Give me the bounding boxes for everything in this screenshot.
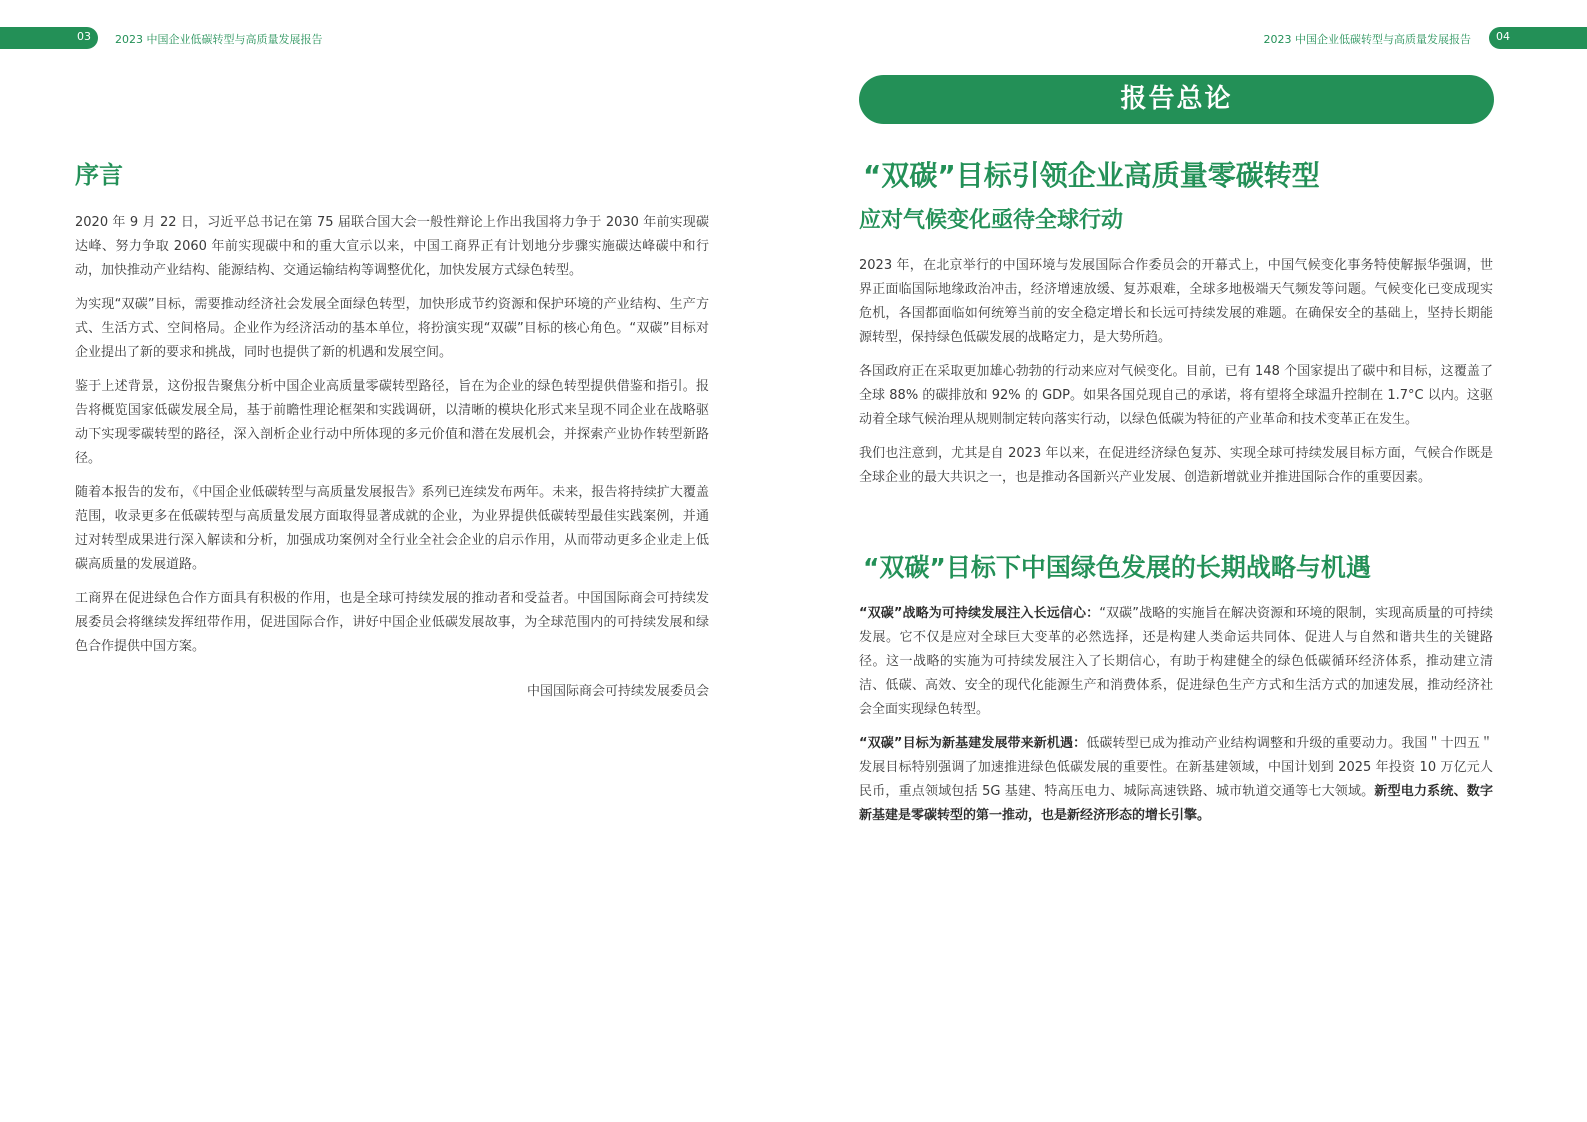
page-number-tab-right (1489, 27, 1587, 49)
preface-paragraph: 鉴于上述背景，这份报告聚焦分析中国企业高质量零碳转型路径，旨在为企业的绿色转型提供借鉴和指引。报告将概览国家低碳发展全局，基于前瞻性理论框架和实践调研，以清晰的模块化形式来呈现不同企业在战略驱动下实现零碳转型的路径，深入剖析企业行动中所体现的多元价值和潜在发展机会，并探索产业协作转型新路径。 (75, 379, 709, 466)
preface-paragraph: 随着本报告的发布，《中国企业低碳转型与高质量发展报告》系列已连续发布两年。未来，报告将持续扩大覆盖范围，收录更多在低碳转型与高质量发展方面取得显著成就的企业，为业界提供低碳转型最佳实践案例，并通过对转型成果进行深入解读和分析，加强成功案例对全行业全社会企业的启示作用，从而带动更多企业走上低碳高质量的发展道路。 (75, 485, 709, 572)
preface-section (75, 160, 709, 669)
preface-paragraph: 工商界在促进绿色合作方面具有积极的作用，也是全球可持续发展的推动者和受益者。中国国际商会可持续发展委员会将继续发挥纽带作用，促进国际合作，讲好中国企业低碳发展故事，为全球范围内的可持续发展和绿色合作提供中国方案。 (75, 591, 709, 654)
preface-paragraph: 2020 年 9 月 22 日，习近平总书记在第 75 届联合国大会一般性辩论上作出我国将力争于 2030 年前实现碳达峰、努力争取 2060 年前实现碳中和的重大宣示以来，中国工商界正有计划地分步骤实施碳达峰碳中和行动，加快推动产业结构、能源结构、交通运输结构等调整优化，加快发展方式绿色转型。 (75, 215, 709, 278)
paragraph-lead: “双碳”目标为新基建发展带来新机遇： (859, 736, 1087, 751)
section-1-subtitle: 应对气候变化亟待全球行动 (859, 208, 1124, 233)
section-1-paragraph: 我们也注意到，尤其是自 2023 年以来，在促进经济绿色复苏、实现全球可持续发展目标方面，气候合作既是全球企业的最大共识之一，也是推动各国新兴产业发展、创造新增就业并推进国际合作的重要因素。 (859, 446, 1493, 485)
page-number-right: 04 (1496, 30, 1510, 43)
paragraph-lead: “双碳”战略为可持续发展注入长远信心： (859, 606, 1100, 621)
paragraph-text: 低碳转型已成为推动产业结构调整和升级的重要动力。我国＂十四五＂发展目标特别强调了加速推进绿色低碳发展的重要性。在新基建领域，中国计划到 2025 年投资 10 万亿元人民币，重点领域包括 5G 基建、特高压电力、城际高速铁路、城市轨道交通等七大领域。 (859, 736, 1493, 799)
section-2-title: “双碳”目标下中国绿色发展的长期战略与机遇 (863, 553, 1371, 582)
preface-signature: 中国国际商会可持续发展委员会 (526, 684, 709, 699)
report-summary-banner: 报告总论 (859, 75, 1494, 124)
section-2-paragraph (859, 732, 1493, 828)
page-number-tab-left (0, 27, 98, 49)
section-2-paragraph (859, 602, 1493, 722)
page-number-left: 03 (77, 30, 91, 43)
running-title-right: 2023 中国企业低碳转型与高质量发展报告 (1263, 33, 1471, 46)
section-2 (859, 550, 1493, 838)
section-1 (859, 158, 1493, 500)
section-1-title: “双碳”目标引领企业高质量零碳转型 (863, 159, 1320, 192)
preface-paragraph: 为实现“双碳”目标，需要推动经济社会发展全面绿色转型，加快形成节约资源和保护环境的产业结构、生产方式、生活方式、空间格局。企业作为经济活动的基本单位，将扮演实现“双碳”目标的核心角色。“双碳”目标对企业提出了新的要求和挑战，同时也提供了新的机遇和发展空间。 (75, 297, 709, 360)
section-1-paragraph: 2023 年，在北京举行的中国环境与发展国际合作委员会的开幕式上，中国气候变化事务特使解振华强调，世界正面临国际地缘政治冲击，经济增速放缓、复苏艰难，全球多地极端天气频发等问题。气候变化已变成现实危机，各国都面临如何统筹当前的安全稳定增长和长远可持续发展的难题。在确保安全的基础上，坚持长期能源转型，保持绿色低碳发展的战略定力，是大势所趋。 (859, 258, 1493, 345)
running-title-left: 2023 中国企业低碳转型与高质量发展报告 (115, 33, 323, 46)
section-1-paragraph: 各国政府正在采取更加雄心勃勃的行动来应对气候变化。目前，已有 148 个国家提出了碳中和目标，这覆盖了全球 88% 的碳排放和 92% 的 GDP。如果各国兑现自己的承诺，将有望将全球温升控制在 1.7°C 以内。这驱动着全球气候治理从规则制定转向落实行动，以绿色低碳为特征的产业革命和技术变革正在发生。 (859, 364, 1493, 427)
paragraph-text: “双碳”战略的实施旨在解决资源和环境的限制，实现高质量的可持续发展。它不仅是应对全球巨大变革的必然选择，还是构建人类命运共同体、促进人与自然和谐共生的关键路径。这一战略的实施为可持续发展注入了长期信心，有助于构建健全的绿色低碳循环经济体系，推动建立清洁、低碳、高效、安全的现代化能源生产和消费体系，促进绿色生产方式和生活方式的加速发展，推动经济社会全面实现绿色转型。 (859, 606, 1493, 717)
preface-heading: 序言 (75, 161, 123, 189)
paragraph-emphasis: 新型电力系统、数字新基建是零碳转型的第一推动，也是新经济形态的增长引擎。 (859, 784, 1493, 823)
